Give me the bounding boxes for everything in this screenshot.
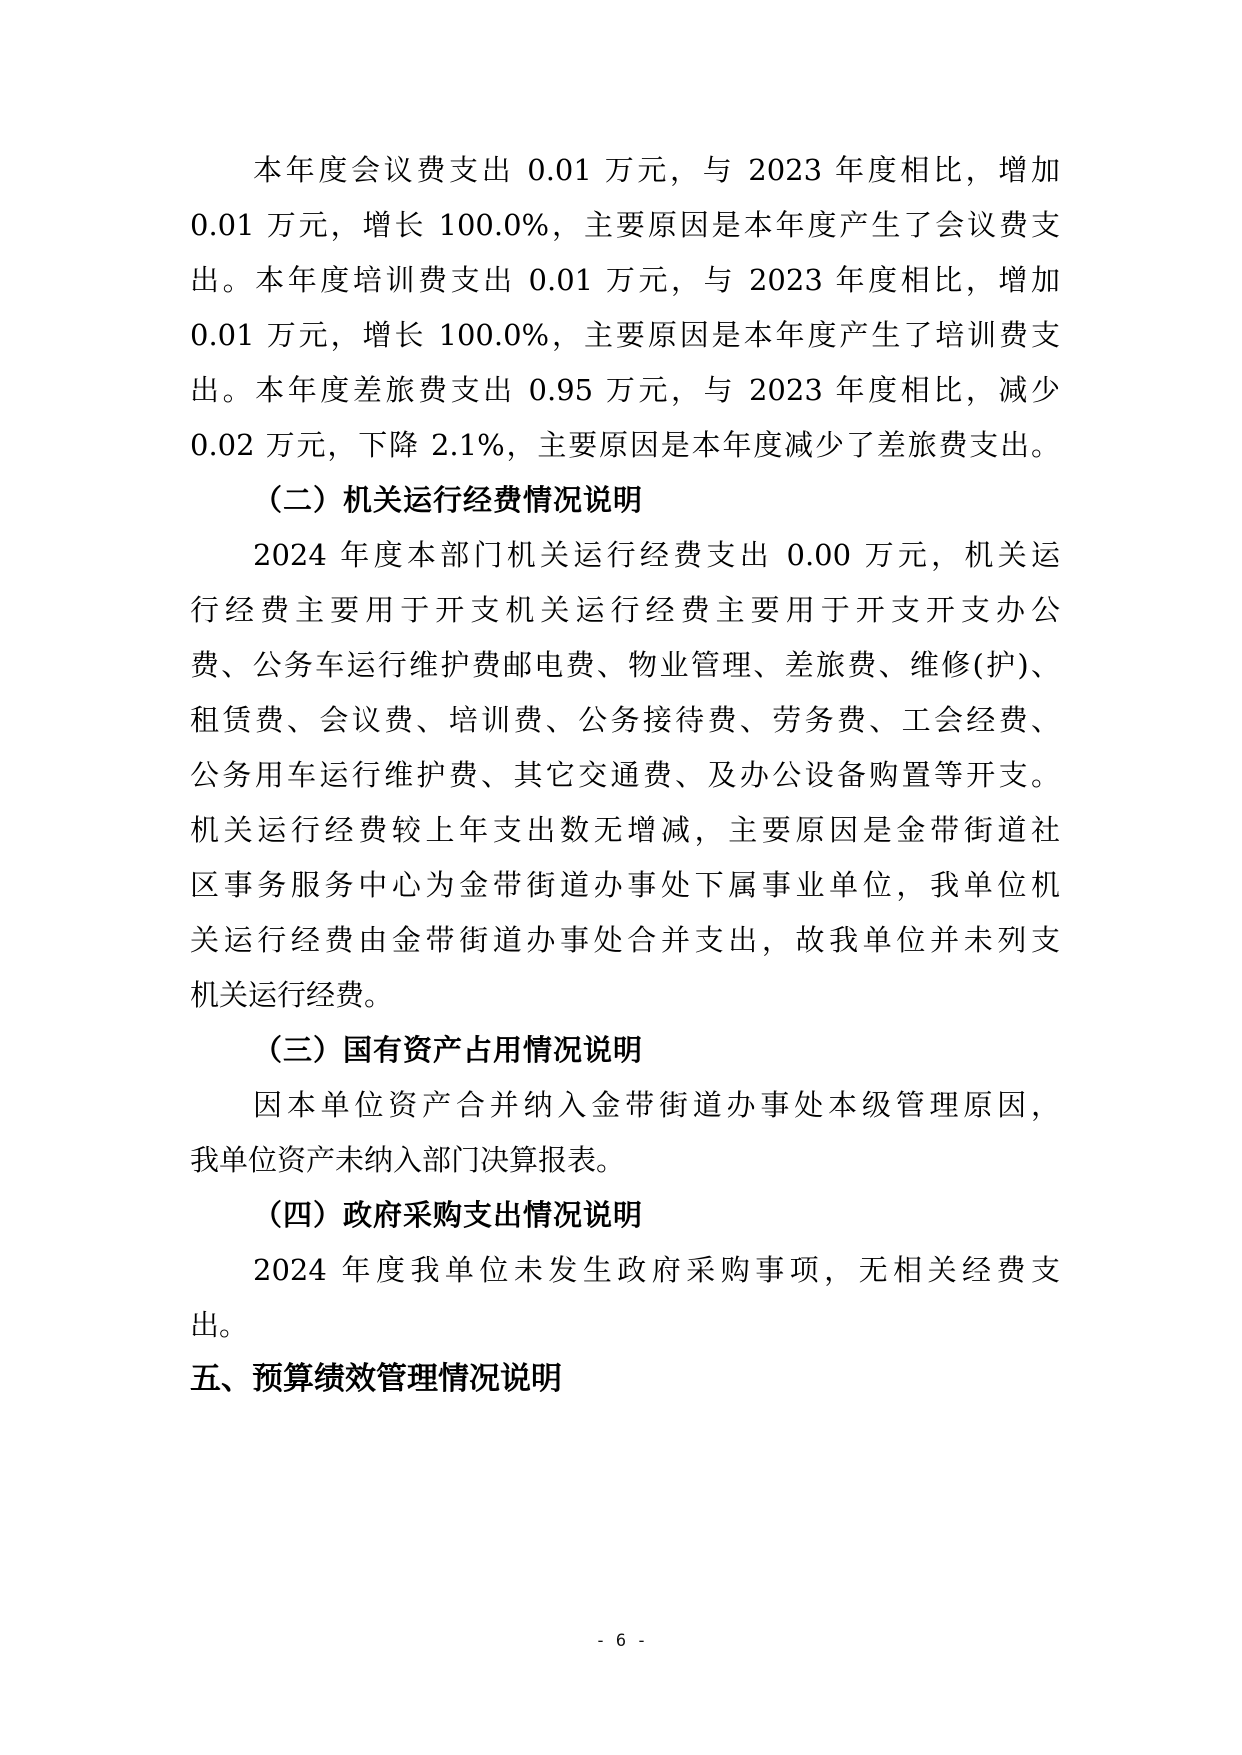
text-line: 区事务服务中心为金带街道办事处下属事业单位，我单位机 [190,868,1060,902]
text-line: 出。本年度差旅费支出 0.95 万元，与 2023 年度相比，减少 [190,373,1060,407]
text-line: 行经费主要用于开支机关运行经费主要用于开支开支办公 [190,593,1060,627]
section-heading-budget-performance: 五、预算绩效管理情况说明 [190,1361,562,1397]
section-heading-operating-expenses: （二）机关运行经费情况说明 [253,483,644,517]
text-line: 2024 年度我单位未发生政府采购事项，无相关经费支 [253,1253,1060,1287]
text-line: 因本单位资产合并纳入金带街道办事处本级管理原因， [253,1088,1060,1122]
text-line: 出。 [190,1308,249,1342]
text-line: 我单位资产未纳入部门决算报表。 [190,1143,626,1177]
text-line: 2024 年度本部门机关运行经费支出 0.00 万元，机关运 [253,538,1060,572]
text-line: 0.01 万元，增长 100.0%，主要原因是本年度产生了会议费支 [190,208,1060,242]
section-heading-state-assets: （三）国有资产占用情况说明 [253,1033,644,1067]
text-line: 机关运行经费。 [190,978,394,1012]
text-line: 关运行经费由金带街道办事处合并支出，故我单位并未列支 [190,923,1060,957]
text-line: 出。本年度培训费支出 0.01 万元，与 2023 年度相比，增加 [190,263,1060,297]
section-heading-government-procurement: （四）政府采购支出情况说明 [253,1198,644,1232]
text-line: 0.01 万元，增长 100.0%，主要原因是本年度产生了培训费支 [190,318,1060,352]
text-line: 租赁费、会议费、培训费、公务接待费、劳务费、工会经费、 [190,703,1060,737]
page-number: - 6 - [595,1631,647,1651]
text-line: 费、公务车运行维护费邮电费、物业管理、差旅费、维修(护)、 [190,648,1060,682]
text-line: 本年度会议费支出 0.01 万元，与 2023 年度相比，增加 [253,153,1060,187]
text-line: 机关运行经费较上年支出数无增减，主要原因是金带街道社 [190,813,1060,847]
text-line: 公务用车运行维护费、其它交通费、及办公设备购置等开支。 [190,758,1060,792]
text-line: 0.02 万元，下降 2.1%，主要原因是本年度减少了差旅费支出。 [190,428,1060,462]
